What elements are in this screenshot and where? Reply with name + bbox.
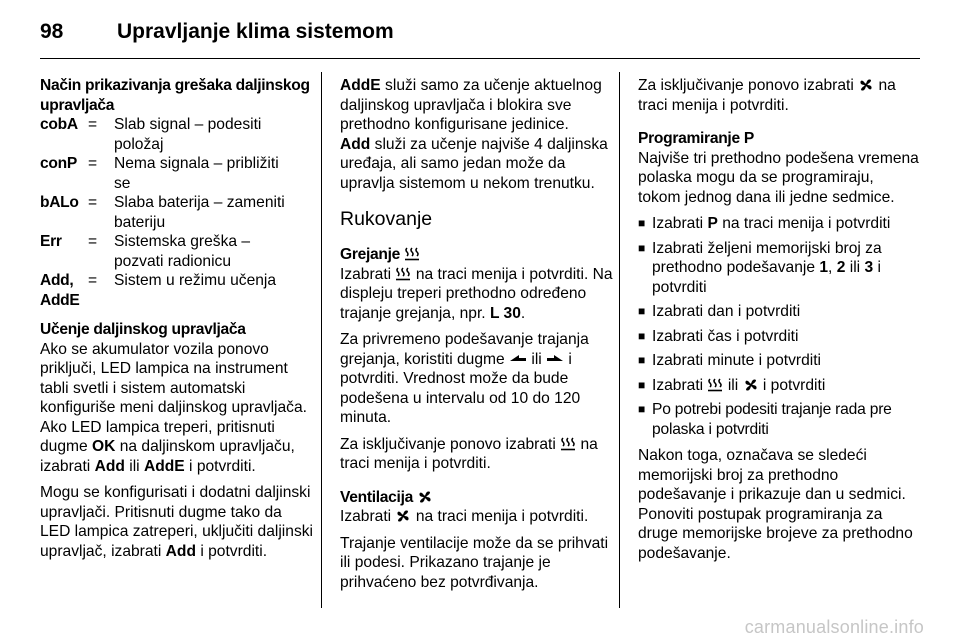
column-divider <box>321 72 322 608</box>
fan-icon <box>417 490 433 504</box>
ventilation-off-paragraph: Za isključivanje ponovo izabrati na traci menija i potvrditi. <box>638 77 896 114</box>
ventilation-heading: Ventilacija <box>340 488 615 508</box>
heating-icon <box>707 378 723 392</box>
learning-paragraph: Ako se akumulator vozila ponovo priključi, LED lampica na instrument tabli svetli i sistem automatski konfiguriše meni daljinskog upravljača. Ako LED lampica treperi, pritisnuti dugme OK na daljinskom upravljaču, izabrati Add ili AddE i potvrditi. <box>40 340 307 475</box>
left-arrow-icon <box>509 353 527 363</box>
heating-icon <box>560 437 576 451</box>
closing-paragraph: Nakon toga, označava se sledeći memorijski broj za prethodno podešavanje i prikazuje dan u sedmici. Ponoviti postupak programiranja za druge memorijske brojeve za prethodno podešavanje. <box>638 447 913 562</box>
table-row <box>40 271 294 310</box>
programming-heading: Programiranje P <box>638 130 754 147</box>
programming-intro: Najviše tri prethodno podešena vremena polaska mogu da se programiraju, tokom jednog dana ili jedne sedmice. <box>638 149 919 206</box>
right-arrow-icon <box>546 353 564 363</box>
programming-steps <box>638 214 920 439</box>
section-title: Rukovanje <box>340 208 433 230</box>
table-row <box>40 115 294 154</box>
equals-sign: = <box>88 194 98 211</box>
fan-icon <box>743 378 759 392</box>
column-divider <box>619 72 620 608</box>
page-title: Upravljanje klima sistemom <box>117 20 394 43</box>
heating-heading: Grejanje <box>340 245 615 265</box>
watermark: carmanualsonline.info <box>744 617 924 637</box>
equals-sign: = <box>88 155 98 172</box>
fan-icon <box>858 78 874 92</box>
add-adde-paragraph: AddE služi samo za učenje aktuelnog daljinskog upravljača i blokira sve prethodno konfigurisane jedinice. Add služi za učenje najviše 4 daljinska uređaja, ali samo jedan može da upravlja sistemom u nekom trenutku. <box>340 77 608 192</box>
error-codes-heading: Način prikazivanja grešaka daljinskog upravljača <box>40 77 310 114</box>
error-description: Slaba baterija – zameniti bateriju <box>114 194 285 231</box>
column-right <box>638 76 920 570</box>
heating-off-paragraph: Za isključivanje ponovo izabrati na traci menija i potvrditi. <box>340 435 598 472</box>
equals-sign: = <box>88 116 98 133</box>
list-item: ■ Izabrati ili i potvrditi <box>638 376 826 394</box>
error-codes-table <box>40 115 294 310</box>
list-item: ■ Izabrati P na traci menija i potvrditi <box>638 215 891 232</box>
list-item: ■ Izabrati minute i potvrditi <box>638 352 822 369</box>
list-item: ■ Izabrati čas i potvrditi <box>638 327 799 345</box>
error-code: conP <box>40 155 77 172</box>
additional-remotes-paragraph: Mogu se konfigurisati i dodatni daljinski upravljači. Pritisnuti dugme tako da LED lampica zatreperi, uključiti daljinski upravljač, izabrati Add i potvrditi. <box>40 484 313 560</box>
ventilation-duration-paragraph: Trajanje ventilacije može da se prihvati ili podesi. Prikazano trajanje je prihvaćeno bez potvrđivanja. <box>340 534 609 591</box>
equals-sign: = <box>88 233 98 250</box>
list-item: ■ Po potrebi podesiti trajanje rada pre polaska i potvrditi <box>638 401 892 438</box>
error-code: cobA <box>40 116 78 133</box>
list-item: ■ Izabrati dan i potvrditi <box>638 303 801 320</box>
table-row <box>40 154 294 193</box>
fan-icon <box>395 509 411 523</box>
table-row <box>40 193 294 232</box>
column-left <box>40 76 315 568</box>
error-description: Sistem u režimu učenja <box>114 272 277 289</box>
equals-sign: = <box>88 272 98 289</box>
heating-adjust-paragraph: Za privremeno podešavanje trajanja grejanja, koristiti dugme ili i potvrditi. Vrednost može da bude podešena u intervalu od 10 do 120 minuta. <box>340 331 589 426</box>
table-row <box>40 232 294 271</box>
error-code: bALo <box>40 194 79 211</box>
page-number: 98 <box>40 20 64 43</box>
learning-heading: Učenje daljinskog upravljača <box>40 321 246 338</box>
error-description: Nema signala – približiti se <box>114 155 279 192</box>
heating-paragraph: Izabrati na traci menija i potvrditi. Na displeju treperi prethodno određeno trajanje grejanja, npr. L 30. <box>340 265 613 322</box>
heating-icon <box>395 267 411 281</box>
column-middle <box>340 76 615 599</box>
heating-icon <box>404 247 420 261</box>
error-code: Err <box>40 233 62 250</box>
list-item: ■ Izabrati željeni memorijski broj za prethodno podešavanje 1, 2 ili 3 i potvrditi <box>638 239 882 296</box>
error-description: Sistemska greška – pozvati radionicu <box>114 233 251 270</box>
error-description: Slab signal – podesiti položaj <box>114 116 262 153</box>
error-code: Add, AddE <box>40 272 80 309</box>
header-rule <box>40 58 920 59</box>
ventilation-paragraph: Izabrati na traci menija i potvrditi. <box>340 508 589 525</box>
